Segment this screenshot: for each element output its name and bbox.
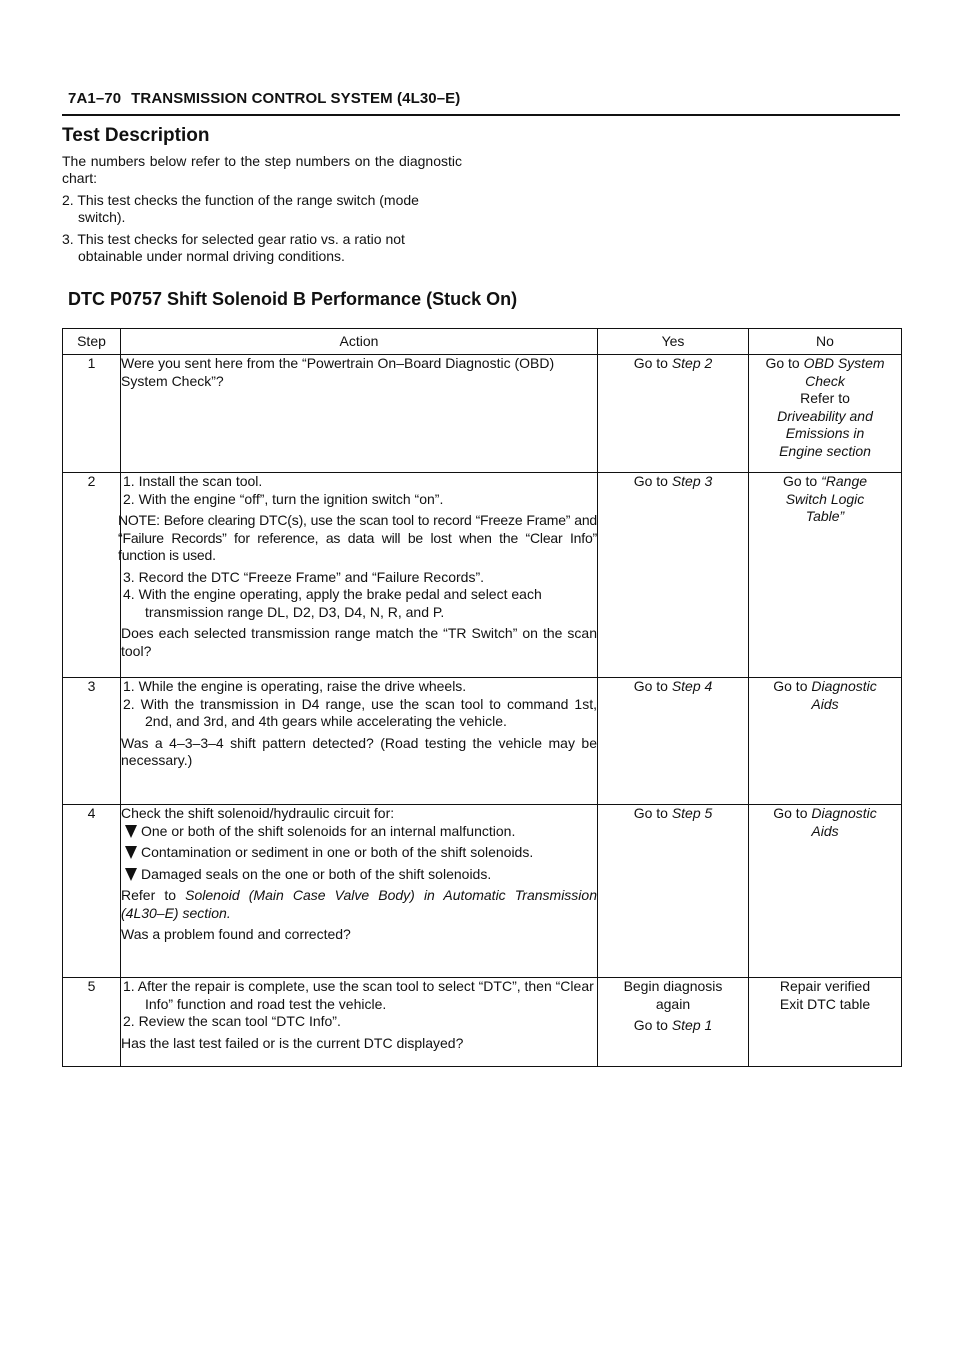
yes-prefix: Go to	[633, 355, 672, 371]
step-number: 1	[63, 355, 121, 473]
step-number: 2	[63, 473, 121, 678]
yes-step-link[interactable]: Step 4	[671, 678, 713, 694]
yes-text: Begin diagnosis again	[623, 978, 723, 1012]
table-row	[63, 473, 902, 678]
step-number: 5	[63, 978, 121, 1067]
step-number: 3	[63, 678, 121, 805]
action-step: 1. After the repair is complete, use the scan tool to select “DTC”, then “Clear Info” function and road test the vehicle.	[123, 978, 594, 1012]
page-code: 7A1–70	[68, 90, 122, 107]
triangle-bullet-icon	[125, 846, 137, 859]
action-note: NOTE: Before clearing DTC(s), use the scan tool to record “Freeze Frame” and “Failure Records” for reference, as data will be lost when the “Clear Info” function is used.	[118, 512, 597, 563]
table-row	[63, 355, 902, 473]
yes-prefix: Go to	[633, 473, 672, 489]
no-prefix: Go to	[782, 473, 822, 489]
no-ref-link[interactable]: Diagnostic Aids	[811, 678, 877, 712]
list-item	[121, 866, 597, 884]
header-yes: Yes	[598, 329, 749, 355]
yes-step-link[interactable]: Step 1	[671, 1017, 713, 1033]
refer-prefix: Refer to	[121, 887, 186, 903]
yes-step-link[interactable]: Step 3	[671, 473, 713, 489]
action-cell	[121, 678, 598, 805]
yes-cell	[598, 355, 749, 473]
test-description-title: Test Description	[62, 125, 210, 146]
table-header-row	[63, 329, 902, 355]
test-description-intro: The numbers below refer to the step numbers on the diagnostic chart:	[62, 153, 462, 186]
dtc-title: DTC P0757 Shift Solenoid B Performance (Stuck On)	[68, 289, 518, 309]
action-cell	[121, 978, 598, 1067]
action-question: Was a 4–3–3–4 shift pattern detected? (Road testing the vehicle may be necessary.)	[121, 734, 597, 768]
table-row	[63, 678, 902, 805]
diagnostic-table	[62, 328, 902, 1067]
yes-cell	[598, 678, 749, 805]
no-cell	[749, 355, 902, 473]
action-step: 4. With the engine operating, apply the brake pedal and select each transmission range DL, D2, D3, D4, N, R, and P.	[123, 586, 542, 620]
table-row	[63, 978, 902, 1067]
yes-cell	[598, 978, 749, 1067]
no-ref-link[interactable]: OBD System Check	[803, 355, 885, 389]
refer-link[interactable]: Solenoid (Main Case Valve Body) in Automatic Transmission (4L30–E) section.	[121, 887, 597, 921]
no-text-2: Exit DTC table	[779, 995, 871, 1012]
no-prefix: Go to	[773, 805, 812, 821]
no-ref-link[interactable]: “Range Switch Logic Table”	[785, 473, 868, 524]
header-no: No	[749, 329, 902, 355]
no-cell	[749, 978, 902, 1067]
no-prefix: Go to	[773, 678, 812, 694]
header-rule	[62, 114, 900, 116]
action-question: Does each selected transmission range match the “TR Switch” on the scan tool?	[121, 625, 597, 659]
bullet-text: Contamination or sediment in one or both of the shift solenoids.	[141, 844, 534, 860]
no-cell	[749, 678, 902, 805]
no-cell	[749, 805, 902, 978]
action-step: 3. Record the DTC “Freeze Frame” and “Failure Records”.	[123, 568, 484, 585]
yes-step-link[interactable]: Step 5	[671, 805, 713, 821]
yes-step-link[interactable]: Step 2	[671, 355, 713, 371]
action-intro: Check the shift solenoid/hydraulic circuit for:	[121, 805, 395, 821]
triangle-bullet-icon	[125, 868, 137, 881]
triangle-bullet-icon	[125, 825, 137, 838]
list-item	[121, 844, 597, 862]
action-step: 2. Review the scan tool “DTC Info”.	[123, 1013, 341, 1029]
no-text: Refer to	[800, 390, 850, 406]
section-title: TRANSMISSION CONTROL SYSTEM (4L30–E)	[131, 90, 461, 107]
action-cell	[121, 355, 598, 473]
table-row	[63, 805, 902, 978]
yes-cell	[598, 805, 749, 978]
action-cell	[121, 805, 598, 978]
page-header	[68, 90, 460, 107]
header-step: Step	[63, 329, 121, 355]
bullet-text: Damaged seals on the one or both of the shift solenoids.	[141, 865, 492, 882]
header-action: Action	[121, 329, 598, 355]
test-description-item: 3. This test checks for selected gear ratio vs. a ratio not obtainable under normal driving conditions.	[62, 231, 405, 264]
no-text: Repair verified	[779, 978, 871, 994]
test-description-item: 2. This test checks the function of the range switch (mode switch).	[62, 192, 419, 225]
action-cell	[118, 473, 598, 678]
action-step: 1. Install the scan tool.	[123, 473, 263, 489]
action-question: Was a problem found and corrected?	[121, 926, 351, 942]
no-ref-link[interactable]: Diagnostic Aids	[811, 805, 877, 839]
step-number: 4	[63, 805, 121, 978]
yes-cell	[598, 473, 749, 678]
action-question: Has the last test failed or is the current DTC displayed?	[121, 1034, 464, 1051]
no-cell	[749, 473, 902, 678]
yes-prefix: Go to	[633, 1017, 672, 1033]
yes-prefix: Go to	[633, 678, 672, 694]
list-item	[121, 823, 597, 841]
bullet-text: One or both of the shift solenoids for an internal malfunction.	[141, 822, 516, 839]
action-question: Were you sent here from the “Powertrain On–Board Diagnostic (OBD) System Check”?	[121, 355, 555, 389]
action-step: 1. While the engine is operating, raise the drive wheels.	[123, 678, 467, 694]
refer-line	[121, 887, 597, 922]
test-description	[62, 153, 462, 270]
action-step: 2. With the transmission in D4 range, use the scan tool to command 1st, 2nd, and 3rd, and 4th gears while accelerating the vehicle.	[123, 695, 597, 729]
yes-prefix: Go to	[633, 805, 672, 821]
no-prefix: Go to	[765, 355, 804, 371]
no-ref-link-2[interactable]: Driveability and Emissions in Engine section	[777, 407, 873, 459]
action-step: 2. With the engine “off”, turn the ignition switch “on”.	[123, 490, 444, 507]
